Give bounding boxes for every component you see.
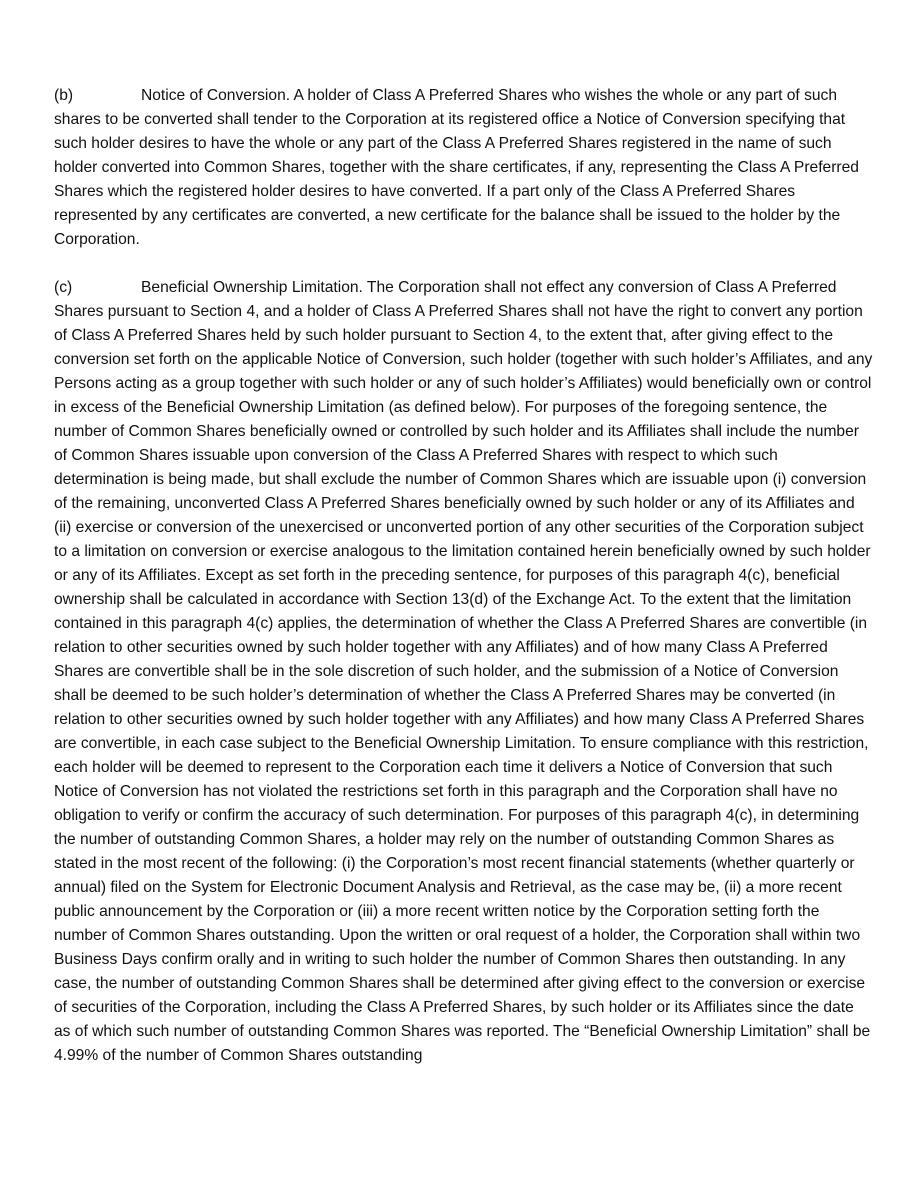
- paragraph-text: Notice of Conversion. A holder of Class A Preferred Shares who wishes the whole or any part of such shares to be converted shall tender to the Corporation at its registered office a Notice of Conversion specifying that such holder desires to have the whole or any part of the Class A Preferred Shares registered in the name of such holder converted into Common Shares, together with the share certificates, if any, representing the Class A Preferred Shares which the registered holder desires to have converted. If a part only of the Class A Preferred Shares represented by any certificates are converted, a new certificate for the balance shall be issued to the holder by the Corporation.: [54, 87, 859, 248]
- paragraph-label: (b): [54, 87, 74, 104]
- paragraph-label: (c): [54, 279, 73, 296]
- paragraph-b: [54, 84, 874, 252]
- paragraph-c: [54, 276, 874, 1068]
- paragraph-text: Beneficial Ownership Limitation. The Corporation shall not effect any conversion of Class A Preferred Shares pursuant to Section 4, and a holder of Class A Preferred Shares shall not have the right to convert any portion of Class A Preferred Shares held by such holder pursuant to Section 4, to the extent that, after giving effect to the conversion set forth on the applicable Notice of Conversion, such holder (together with such holder’s Affiliates, and any Persons acting as a group together with such holder or any of such holder’s Affiliates) would beneficially own or control in excess of the Beneficial Ownership Limitation (as defined below). For purposes of the foregoing sentence, the number of Common Shares beneficially owned or controlled by such holder and its Affiliates shall include the number of Common Shares issuable upon conversion of the Class A Preferred Shares with respect to which such determination is being made, but shall exclude the number of Common Shares which are issuable upon (i) conversion of the remaining, unconverted Class A Preferred Shares beneficially owned by such holder or any of its Affiliates and (ii) exercise or conversion of the unexercised or unconverted portion of any other securities of the Corporation subject to a limitation on conversion or exercise analogous to the limitation contained herein beneficially owned by such holder or any of its Affiliates. Except as set forth in the preceding sentence, for purposes of this paragraph 4(c), beneficial ownership shall be calculated in accordance with Section 13(d) of the Exchange Act. To the extent that the limitation contained in this paragraph 4(c) applies, the determination of whether the Class A Preferred Shares are convertible (in relation to other securities owned by such holder together with any Affiliates) and of how many Class A Preferred Shares are convertible shall be in the sole discretion of such holder, and the submission of a Notice of Conversion shall be deemed to be such holder’s determination of whether the Class A Preferred Shares may be converted (in relation to other securities owned by such holder together with any Affiliates) and how many Class A Preferred Shares are convertible, in each case subject to the Beneficial Ownership Limitation. To ensure compliance with this restriction, each holder will be deemed to represent to the Corporation each time it delivers a Notice of Conversion that such Notice of Conversion has not violated the restrictions set forth in this paragraph and the Corporation shall have no obligation to verify or confirm the accuracy of such determination. For purposes of this paragraph 4(c), in determining the number of outstanding Common Shares, a holder may rely on the number of outstanding Common Shares as stated in the most recent of the following: (i) the Corporation’s most recent financial statements (whether quarterly or annual) filed on the System for Electronic Document Analysis and Retrieval, as the case may be, (ii) a more recent public announcement by the Corporation or (iii) a more recent written notice by the Corporation setting forth the number of Common Shares outstanding. Upon the written or oral request of a holder, the Corporation shall within two Business Days confirm orally and in writing to such holder the number of Common Shares then outstanding. In any case, the number of outstanding Common Shares shall be determined after giving effect to the conversion or exercise of securities of the Corporation, including the Class A Preferred Shares, by such holder or its Affiliates since the date as of which such number of outstanding Common Shares was reported. The “Beneficial Ownership Limitation” shall be 4.99% of the number of Common Shares outstanding: [54, 279, 873, 1064]
